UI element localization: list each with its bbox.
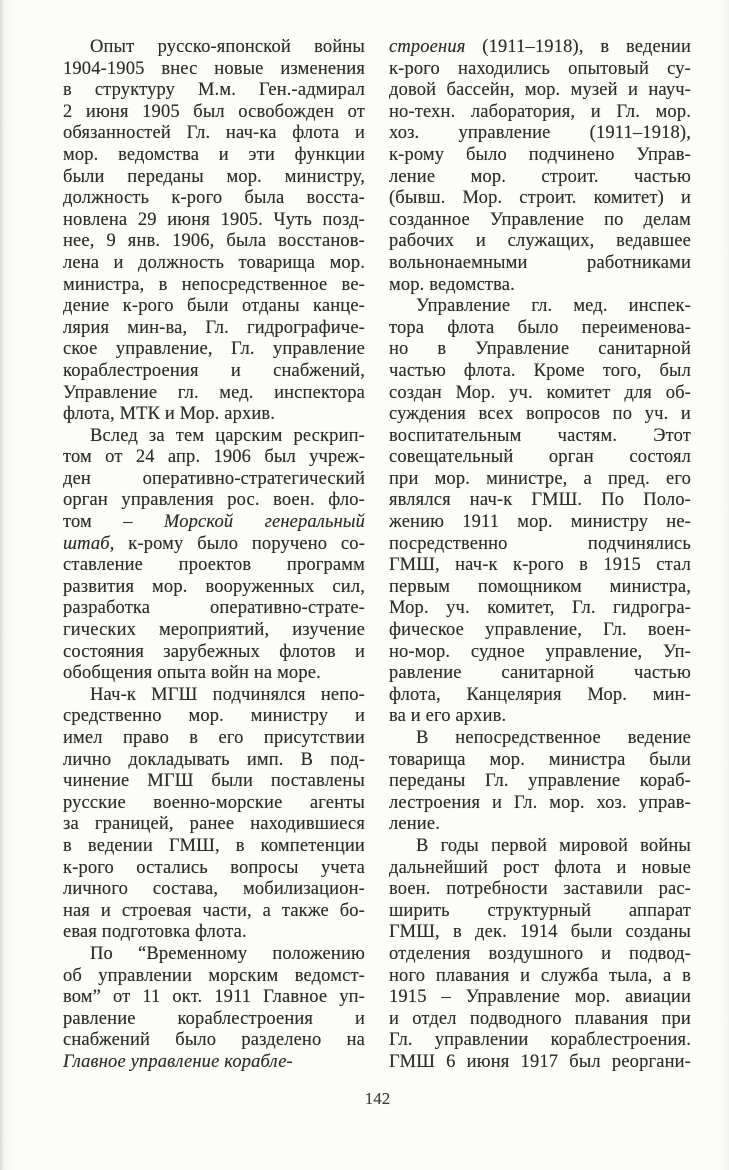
text-segment: хоз. управление (1911–1918), [389, 123, 691, 144]
text-segment: вольнонаемными работниками [389, 252, 691, 273]
text-line [389, 750, 691, 772]
text-line [63, 555, 365, 577]
text-line [389, 598, 691, 620]
text-line [389, 296, 691, 318]
text-segment: суждения всех вопросов по уч. и [389, 404, 691, 425]
text-line [63, 966, 365, 988]
text-segment: разработка оперативно-страте- [63, 598, 365, 619]
text-line [63, 620, 365, 642]
text-line [63, 1009, 365, 1031]
text-segment: ГМШ, в дек. 1914 были созданы [389, 922, 691, 943]
text-line [63, 814, 365, 836]
text-segment: в структуру М.м. Ген.-адмирал [63, 80, 365, 101]
text-line [389, 836, 691, 858]
text-segment: Нач-к МГШ подчинялся непо- [90, 684, 365, 705]
text-line [389, 966, 691, 988]
text-segment: гических мероприятий, изучение [63, 620, 365, 641]
text-segment: новлена 29 июня 1905. Чуть позд- [63, 209, 365, 230]
text-segment: являлся нач-к ГМШ. По Поло- [389, 490, 691, 511]
text-line [63, 123, 365, 145]
text-segment: Управление гл. мед. инспек- [416, 296, 691, 317]
text-segment: ная и строевая части, а также бо- [63, 900, 365, 921]
text-line [389, 922, 691, 944]
text-segment: орган управления рос. воен. фло- [63, 490, 365, 511]
text-line [389, 210, 691, 232]
text-line [389, 318, 691, 340]
italic-text-segment: строения [389, 37, 466, 57]
text-line [63, 253, 365, 275]
text-segment: Мор. уч. комитет, Гл. гидрогра- [389, 598, 691, 619]
text-line [63, 490, 365, 512]
text-segment: к-рого находились опытовый су- [389, 58, 691, 79]
text-segment: министра, в непосредственное ве- [63, 274, 365, 295]
text-line [63, 512, 365, 534]
text-line [389, 123, 691, 145]
text-segment: ГМШ 6 июня 1917 был реоргани- [389, 1051, 691, 1072]
text-line [63, 80, 365, 102]
text-segment: обобщения опыта войн на море. [63, 663, 321, 684]
text-line [63, 944, 365, 966]
text-segment: рабочих и служащих, ведавшее [389, 231, 691, 252]
text-segment: к-рому было подчинено Управ- [389, 144, 691, 165]
text-segment: но-мор. судное управление, Уп- [389, 641, 691, 662]
text-segment: Вслед за тем царским рескрип- [90, 425, 365, 446]
text-line [389, 858, 691, 880]
text-line [63, 642, 365, 664]
text-segment: ставление проектов программ [63, 555, 365, 576]
text-segment: 1915 – Управление мор. авиации [389, 987, 691, 1008]
text-line [389, 814, 691, 836]
text-line [63, 102, 365, 124]
text-line [389, 987, 691, 1009]
text-line [63, 901, 365, 923]
text-segment: В годы первой мировой войны [416, 835, 691, 856]
text-line [63, 188, 365, 210]
text-line [389, 447, 691, 469]
text-line [389, 728, 691, 750]
text-segment: созданное Управление по делам [389, 209, 691, 230]
italic-text-segment: Морской генеральный [163, 512, 365, 533]
text-line [63, 1030, 365, 1052]
text-line [389, 771, 691, 793]
text-line [389, 1030, 691, 1052]
text-segment: развития мор. вооруженных сил, [63, 576, 365, 597]
text-segment: при мор. министре, а пред. его [389, 468, 691, 489]
text-line [63, 685, 365, 707]
text-segment: товарища мор. министра были [389, 749, 691, 770]
text-line [63, 534, 365, 556]
text-line [63, 793, 365, 815]
text-segment: равление кораблестроения и [63, 1008, 365, 1029]
text-line [389, 426, 691, 448]
text-line [63, 598, 365, 620]
text-line [389, 383, 691, 405]
text-line [389, 879, 691, 901]
text-line [63, 706, 365, 728]
text-segment: ширить структурный аппарат [389, 900, 691, 921]
text-segment: ден оперативно-стратегический [63, 468, 365, 489]
text-line [389, 59, 691, 81]
text-line [389, 469, 691, 491]
text-line [63, 1052, 365, 1074]
text-segment: мор. ведомства. [389, 274, 515, 295]
text-line [389, 253, 691, 275]
italic-text-segment: Главное управление корабле- [63, 1051, 293, 1072]
text-segment: воспитательным частям. Этот [389, 425, 691, 446]
text-line [389, 490, 691, 512]
text-segment: лично докладывать имп. В под- [63, 749, 365, 770]
text-line [389, 944, 691, 966]
text-line [389, 37, 691, 59]
text-segment: По “Временному положению [90, 943, 365, 964]
text-segment: отделения воздушного и подвод- [389, 943, 691, 964]
text-segment: ское управление, Гл. управление [63, 339, 365, 360]
text-line [63, 296, 365, 318]
italic-text-segment: штаб [63, 533, 110, 554]
text-segment: тора флота было переименова- [389, 317, 691, 338]
text-segment: Гл. управлении кораблестроения. [389, 1030, 691, 1051]
text-segment: личного состава, мобилизацион- [63, 879, 365, 900]
text-line [63, 361, 365, 383]
text-line [389, 80, 691, 102]
text-segment: воен. потребности заставили рас- [389, 879, 691, 900]
text-segment: Управление гл. мед. инспектора [63, 382, 365, 403]
text-segment: совещательный орган состоял [389, 447, 691, 468]
text-line [63, 836, 365, 858]
text-segment: равление санитарной частью [389, 663, 691, 684]
text-line [63, 469, 365, 491]
text-segment: обязанностей Гл. нач-ка флота и [63, 123, 365, 144]
text-segment: первым помощником министра, [389, 576, 691, 597]
text-line [63, 167, 365, 189]
text-segment: ление мор. строит. частью [389, 166, 691, 187]
text-segment: ного плавания и служба тыла, а в [389, 965, 691, 986]
text-line [389, 706, 691, 728]
text-line [63, 879, 365, 901]
text-line [389, 361, 691, 383]
text-line [63, 858, 365, 880]
right-text-column [389, 37, 691, 1074]
text-line [389, 620, 691, 642]
text-line [63, 59, 365, 81]
text-line [389, 404, 691, 426]
text-segment: ГМШ, нач-к к-рого в 1915 стал [389, 555, 691, 576]
text-line [63, 404, 365, 426]
text-line [63, 987, 365, 1009]
text-segment: чинение МГШ были поставлены [63, 771, 365, 792]
text-segment: Опыт русско-японской войны [90, 37, 365, 57]
page-number: 142 [364, 1089, 391, 1108]
text-segment: переданы Гл. управление кораб- [389, 771, 691, 792]
text-line [63, 145, 365, 167]
text-line [63, 728, 365, 750]
text-segment: 2 июня 1905 был освобожден от [63, 101, 365, 122]
text-line [389, 642, 691, 664]
text-segment: мор. ведомства и эти функции [63, 144, 365, 165]
text-segment: дение к-рого были отданы канце- [63, 296, 365, 317]
text-segment: лена и должность товарища мор. [63, 252, 365, 273]
text-segment: и отдел подводного плавания при [389, 1008, 691, 1029]
text-segment: должность к-рого была восста- [63, 188, 365, 209]
text-segment: в ведении ГМШ, в компетенции [63, 835, 365, 856]
text-line [63, 318, 365, 340]
text-line [63, 750, 365, 772]
text-line [63, 577, 365, 599]
text-line [63, 922, 365, 944]
text-line [63, 231, 365, 253]
text-line [389, 167, 691, 189]
text-segment: посредственно подчинялись [389, 533, 691, 554]
text-segment: ва и его архив. [389, 706, 507, 727]
text-line [389, 663, 691, 685]
text-segment: состояния зарубежных флотов и [63, 641, 365, 662]
text-segment: том – [63, 512, 164, 533]
text-line [63, 37, 365, 59]
text-line [63, 275, 365, 297]
text-segment: , к-рому было поручено со- [109, 533, 365, 554]
text-line [63, 447, 365, 469]
text-segment: снабжений было разделено на [63, 1030, 365, 1051]
text-segment: 1904-1905 внес новые изменения [63, 58, 365, 79]
text-segment: нее, 9 янв. 1906, была восстанов- [63, 231, 365, 252]
text-line [389, 1009, 691, 1031]
text-line [389, 188, 691, 210]
text-segment: (бывш. Мор. строит. комитет) и [389, 188, 691, 209]
text-segment: были переданы мор. министру, [63, 166, 365, 187]
text-segment: флота, Канцелярия Мор. мин- [389, 684, 691, 705]
text-segment: флота, МТК и Мор. архив. [63, 404, 276, 425]
text-segment: довой бассейн, мор. музей и науч- [389, 80, 691, 101]
text-segment: имел право в его присутствии [63, 728, 365, 748]
text-segment: лестроения и Гл. мор. хоз. управ- [389, 792, 691, 813]
text-segment: но-техн. лаборатория, и Гл. мор. [389, 101, 691, 122]
text-line [389, 577, 691, 599]
text-line [389, 901, 691, 923]
text-segment: В непосредственное ведение [416, 728, 691, 748]
text-line [389, 145, 691, 167]
text-line [63, 383, 365, 405]
text-segment: евая подготовка флота. [63, 922, 247, 943]
text-line [389, 512, 691, 534]
text-line [63, 771, 365, 793]
text-segment: дальнейший рост флота и новые [389, 857, 691, 878]
text-line [389, 231, 691, 253]
text-line [63, 663, 365, 685]
text-line [389, 793, 691, 815]
text-segment: об управлении морским ведомст- [63, 965, 365, 986]
text-line [389, 1052, 691, 1074]
text-line [389, 102, 691, 124]
text-segment: ление. [389, 814, 440, 835]
text-segment: вом” от 11 окт. 1911 Главное уп- [63, 987, 365, 1008]
text-line [63, 210, 365, 232]
text-segment: том от 24 апр. 1906 был учреж- [63, 447, 365, 468]
text-line [63, 339, 365, 361]
text-line [389, 685, 691, 707]
text-segment: создан Мор. уч. комитет для об- [389, 382, 691, 403]
text-line [63, 426, 365, 448]
text-segment: частью флота. Кроме того, был [389, 360, 691, 381]
text-line [389, 555, 691, 577]
text-line [389, 534, 691, 556]
left-text-column [63, 37, 365, 1074]
text-segment: русские военно-морские агенты [63, 792, 365, 813]
text-segment: жению 1911 мор. министру не- [389, 512, 691, 533]
text-segment: фическое управление, Гл. воен- [389, 620, 691, 641]
text-line [389, 275, 691, 297]
text-segment: но в Управление санитарной [389, 339, 691, 360]
text-segment: (1911–1918), в ведении [465, 37, 691, 57]
text-segment: средственно мор. министру и [63, 706, 365, 727]
text-segment: лярия мин-ва, Гл. гидрографиче- [63, 317, 365, 338]
text-segment: кораблестроения и снабжений, [63, 360, 365, 381]
text-segment: к-рого остались вопросы учета [63, 857, 365, 878]
text-segment: за границей, ранее находившиеся [63, 814, 365, 835]
text-line [389, 339, 691, 361]
